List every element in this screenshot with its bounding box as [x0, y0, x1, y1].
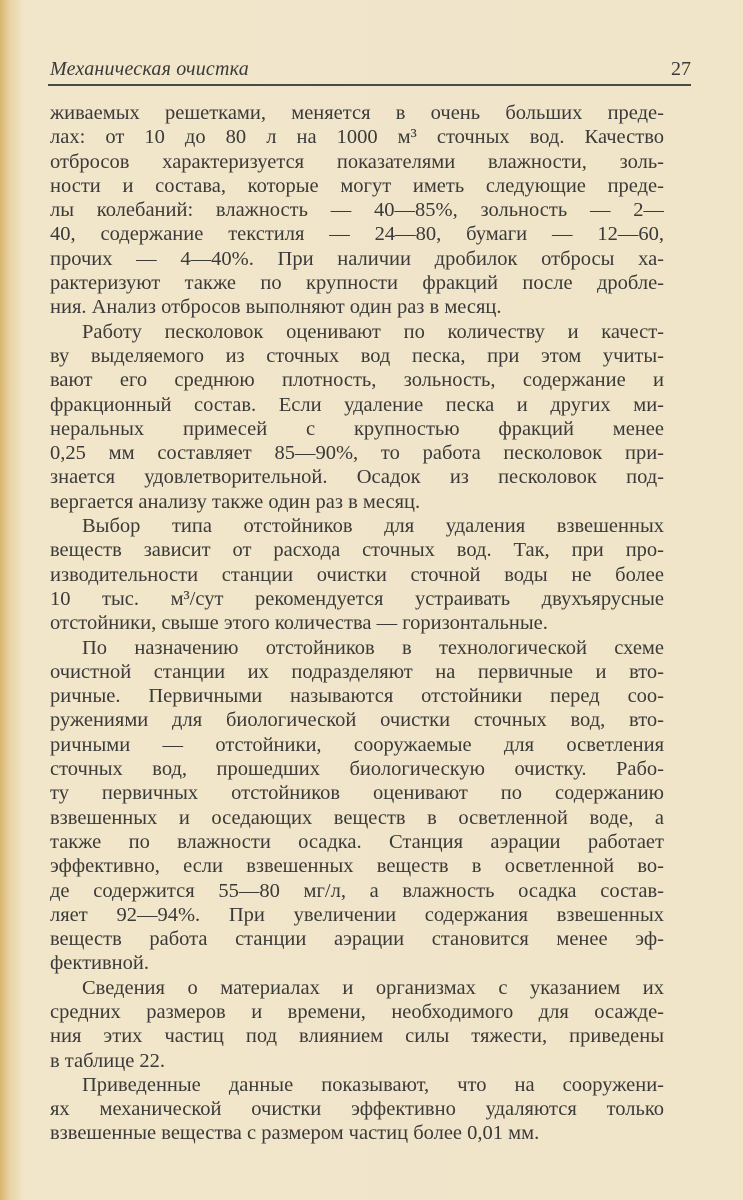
text-line: неральных примесей с крупностью фракций менее	[50, 417, 664, 440]
paragraph	[50, 636, 664, 976]
text-line: изводительности станции очистки сточной воды не более	[50, 563, 664, 586]
text-line: ляет 92—94%. При увеличении содержания взвешенных	[50, 903, 664, 926]
paragraph	[50, 1073, 664, 1146]
text-line: отстойники, свыше этого количества — горизонтальные.	[50, 612, 548, 635]
text-line: сточных вод, прошедших биологическую очистку. Рабо-	[50, 758, 664, 781]
text-line: также по влажности осадка. Станция аэрации работает	[50, 830, 664, 853]
text-line: очистной станции их подразделяют на первичные и вто-	[50, 660, 664, 683]
page-header	[48, 56, 691, 86]
paragraph	[50, 320, 664, 514]
text-line: Работу песколовок оценивают по количеству и качест-	[82, 320, 664, 343]
paragraph	[50, 101, 664, 320]
text-line: ву выделяемого из сточных вод песка, при этом учиты-	[50, 344, 664, 367]
paragraph	[50, 976, 664, 1073]
paragraph	[50, 514, 664, 635]
text-line: отбросов характеризуется показателями влажности, золь-	[50, 150, 664, 173]
text-line: знается удовлетворительной. Осадок из песколовок под-	[50, 466, 664, 489]
page-number: 27	[671, 58, 691, 80]
running-head: Механическая очистка	[50, 58, 249, 80]
text-line: рактеризуют также по крупности фракций после дробле-	[50, 272, 664, 295]
text-line: Приведенные данные показывают, что на сооружени-	[82, 1073, 664, 1096]
text-line: Сведения о материалах и организмах с указанием их	[82, 976, 664, 999]
text-line: ях механической очистки эффективно удаляются только	[50, 1098, 664, 1121]
text-line: веществ зависит от расхода сточных вод. Так, при про-	[50, 539, 664, 562]
text-line: вают его среднюю плотность, зольность, содержание и	[50, 369, 664, 392]
text-line: ричными — отстойники, сооружаемые для осветления	[50, 733, 664, 756]
text-line: фракционный состав. Если удаление песка и других ми-	[50, 393, 664, 416]
text-line: средних размеров и времени, необходимого для осажде-	[50, 1000, 664, 1023]
text-line: взвешенных и оседающих веществ в осветленной воде, а	[50, 806, 664, 829]
text-line: эффективно, если взвешенных веществ в осветленной во-	[50, 855, 664, 878]
text-line: вергается анализу также один раз в месяц.	[50, 490, 421, 513]
text-line: лы колебаний: влажность — 40—85%, зольность — 2—	[50, 199, 664, 222]
text-line: Выбор типа отстойников для удаления взвешенных	[82, 515, 664, 538]
text-line: лах: от 10 до 80 л на 1000 м³ сточных вод. Качество	[50, 126, 664, 149]
text-line: ружениями для биологической очистки сточных вод, вто-	[50, 709, 664, 732]
text-line: фективной.	[50, 952, 149, 975]
text-line: взвешенные вещества с размером частиц более 0,01 мм.	[50, 1122, 540, 1145]
text-line: 40, содержание текстиля — 24—80, бумаги — 12—60,	[50, 223, 664, 246]
text-line: 10 тыс. м³/сут рекомендуется устраивать двухъярусные	[50, 587, 664, 610]
text-line: ту первичных отстойников оценивают по содержанию	[50, 782, 664, 805]
text-line: 0,25 мм составляет 85—90%, то работа песколовок при-	[50, 442, 664, 465]
text-line: ния. Анализ отбросов выполняют один раз в месяц.	[50, 296, 502, 319]
text-line: живаемых решетками, меняется в очень больших преде-	[50, 102, 664, 124]
text-line: де содержится 55—80 мг/л, а влажность осадка состав-	[50, 879, 664, 902]
text-line: По назначению отстойников в технологической схеме	[82, 636, 664, 659]
text-line: ности и состава, которые могут иметь следующие преде-	[50, 174, 664, 197]
text-line: прочих — 4—40%. При наличии дробилок отбросы ха-	[50, 247, 664, 270]
text-line: ричные. Первичными называются отстойники перед соо-	[50, 685, 664, 708]
text-line: веществ работа станции аэрации становится менее эф-	[50, 928, 664, 951]
text-line: в таблице 22.	[50, 1049, 166, 1072]
text-line: ния этих частиц под влиянием силы тяжести, приведены	[50, 1025, 664, 1048]
body-text	[50, 101, 664, 1146]
